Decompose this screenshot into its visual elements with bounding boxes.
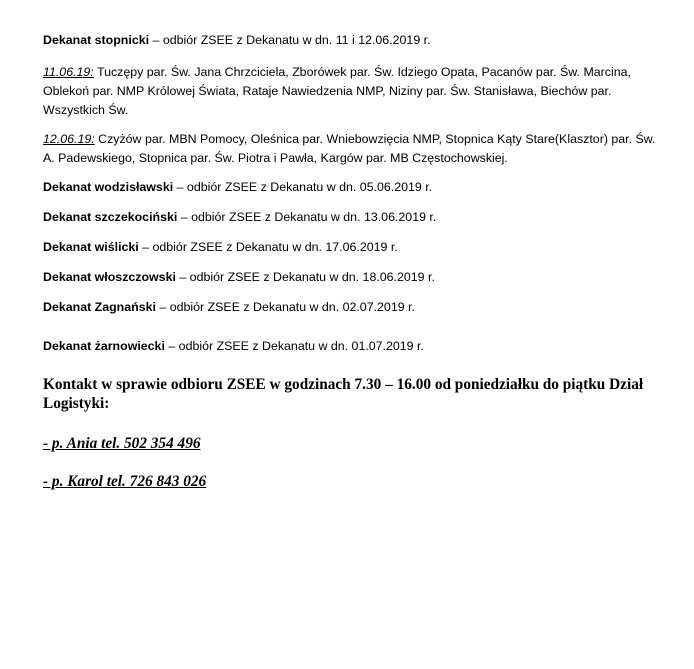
deanery-name: Dekanat włoszczowski	[43, 270, 176, 284]
deanery-szczekocinski-line	[43, 208, 436, 226]
deanery-name: Dekanat wiślicki	[43, 240, 139, 254]
pickup-info: – odbiór ZSEE z Dekanatu w dn. 17.06.2019 r.	[138, 240, 398, 254]
deanery-wislicki-line	[43, 238, 398, 256]
parish-list: Czyżów par. MBN Pomocy, Oleśnica par. Wniebowzięcia NMP, Stopnica Kąty Stare(Klasztor) par. Św. A. Padewskiego, Stopnica par. Św. Piotra i Pawła, Kargów par. MB Częstochowskiej.	[43, 132, 656, 165]
pickup-info: – odbiór ZSEE z Dekanatu w dn. 13.06.2019 r.	[177, 210, 437, 224]
deanery-name: Dekanat żarnowiecki	[43, 339, 165, 353]
pickup-date: 12.06.19:	[43, 132, 95, 146]
deanery-name: Dekanat stopnicki	[43, 33, 150, 47]
deanery-wloszczowski-line	[43, 268, 435, 286]
deanery-name: Dekanat szczekociński	[43, 210, 178, 224]
deanery-name: Dekanat Zagnański	[43, 300, 156, 314]
pickup-day-2-paragraph	[43, 130, 663, 168]
pickup-info: – odbiór ZSEE z Dekanatu w dn. 11 i 12.06.2019 r.	[149, 33, 431, 47]
pickup-date: 11.06.19:	[43, 65, 94, 79]
deanery-zagnanski-line	[43, 298, 415, 316]
pickup-info: – odbiór ZSEE z Dekanatu w dn. 05.06.2019 r.	[173, 180, 433, 194]
parish-list: Tuczępy par. Św. Jana Chrzciciela, Zborówek par. Św. Idziego Opata, Pacanów par. Św. Marcina, Oblekoń par. NMP Królowej Świata, Rataje Nawiedzenia NMP, Niziny par. Św. Stanisława, Biechów par. Wszystkich Św.	[43, 65, 631, 117]
contact-heading: Kontakt w sprawie odbioru ZSEE w godzinach 7.30 – 16.00 od poniedziałku do piątku Dział Logistyki:	[43, 376, 644, 412]
deanery-wodzislawski-line	[43, 178, 432, 196]
deanery-zarnowiecki-line	[43, 337, 424, 355]
pickup-info: – odbiór ZSEE z Dekanatu w dn. 18.06.2019 r.	[175, 270, 435, 284]
contact-phone-karol: - p. Karol tel. 726 843 026	[43, 473, 207, 490]
pickup-info: – odbiór ZSEE z Dekanatu w dn. 02.07.2019 r.	[155, 300, 415, 314]
contact-phone-ania: - p. Ania tel. 502 354 496	[43, 435, 201, 452]
pickup-info: – odbiór ZSEE z Dekanatu w dn. 01.07.2019 r.	[164, 339, 424, 353]
pickup-day-1-paragraph	[43, 63, 663, 120]
deanery-stopnicki-line	[43, 31, 431, 49]
deanery-name: Dekanat wodzisławski	[43, 180, 174, 194]
